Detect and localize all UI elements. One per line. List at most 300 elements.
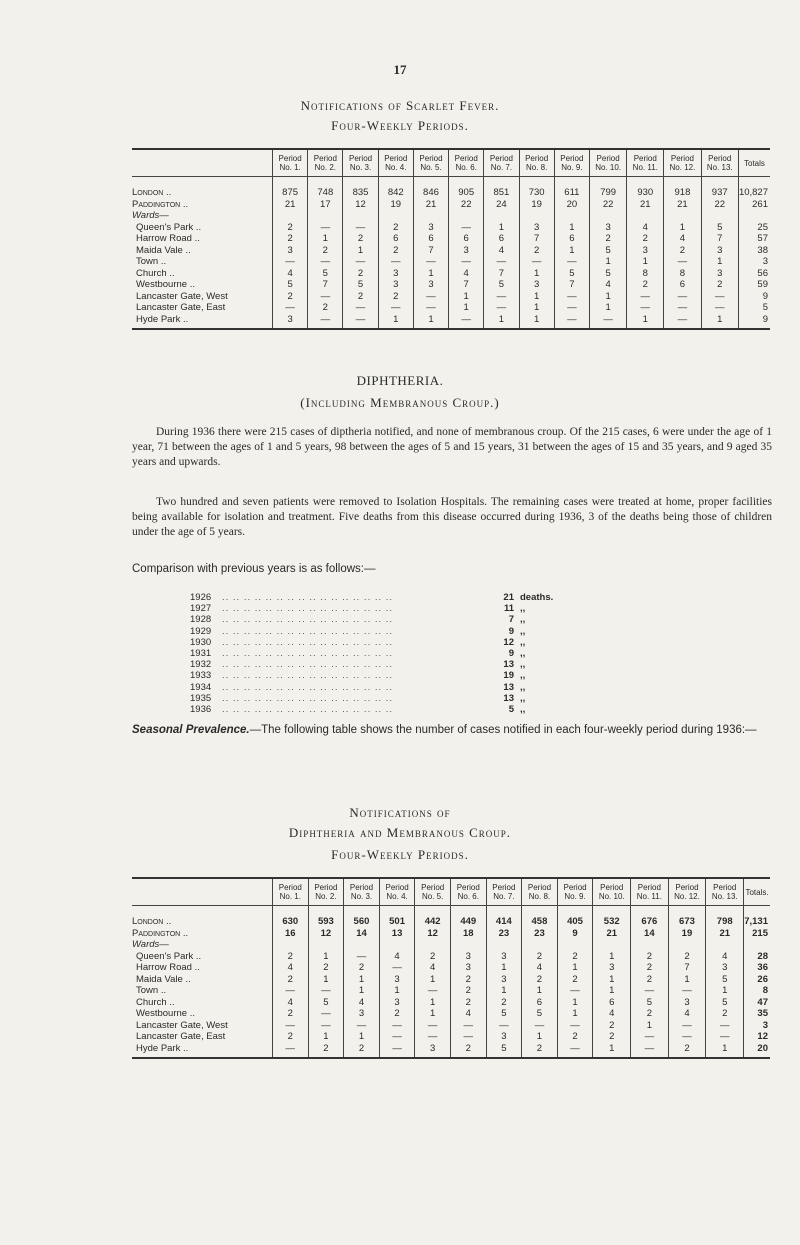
table-cell: 25 xyxy=(738,222,770,234)
comparison-unit: ,, xyxy=(520,681,526,693)
table-cell: 1 xyxy=(593,985,631,997)
comparison-row xyxy=(190,626,570,637)
diphtheria-table xyxy=(132,877,770,1059)
column-header: Period No. 6. xyxy=(450,878,486,906)
table-cell: 1 xyxy=(413,268,448,280)
table-cell: 3 xyxy=(273,314,308,330)
table-cell: 21 xyxy=(273,199,308,211)
table-cell: 5 xyxy=(486,1008,522,1020)
table-cell: 798 xyxy=(706,916,744,928)
table-cell: — xyxy=(557,985,593,997)
table-cell: 3 xyxy=(627,245,664,257)
table-cell: 4 xyxy=(273,997,309,1009)
column-header: Period No. 2. xyxy=(308,878,344,906)
table-cell: 2 xyxy=(308,962,344,974)
table-cell: 12 xyxy=(308,928,344,940)
table-cell: — xyxy=(378,302,413,314)
table-row xyxy=(132,245,770,257)
comparison-year: 1927 xyxy=(190,603,212,615)
table-cell: 1 xyxy=(627,256,664,268)
table-cell: 4 xyxy=(664,233,701,245)
table-cell: 22 xyxy=(449,199,484,211)
table-cell: 3 xyxy=(413,279,448,291)
table-cell: 20 xyxy=(554,199,589,211)
table-cell: — xyxy=(522,1020,558,1032)
table-cell: 1 xyxy=(413,314,448,330)
table-cell: — xyxy=(273,1043,309,1059)
leader-dots: .. .. .. .. .. .. .. .. .. .. .. .. .. .. .. .. xyxy=(222,670,394,682)
table-row xyxy=(132,187,770,199)
table-cell: — xyxy=(344,951,380,963)
table-cell: 4 xyxy=(450,1008,486,1020)
row-label: Hyde Park .. xyxy=(132,1043,273,1059)
table-cell: 5 xyxy=(484,279,519,291)
table-cell: — xyxy=(413,302,448,314)
table-cell: 1 xyxy=(484,222,519,234)
column-header: Period No. 11. xyxy=(627,149,664,177)
table-cell: 905 xyxy=(449,187,484,199)
table-cell: 2 xyxy=(522,951,558,963)
table-cell: 6 xyxy=(378,233,413,245)
table-cell: 35 xyxy=(744,1008,770,1020)
comparison-deaths: 13 xyxy=(503,681,514,693)
table-cell: 3 xyxy=(701,245,738,257)
table-cell: 3 xyxy=(593,962,631,974)
diphtheria-title: DIPHTHERIA. xyxy=(356,373,444,388)
table-cell: 4 xyxy=(449,268,484,280)
table-cell: 2 xyxy=(668,951,706,963)
table-cell: 1 xyxy=(593,1043,631,1059)
table-cell: 6 xyxy=(484,233,519,245)
table-cell: 5 xyxy=(701,222,738,234)
table-cell: 2 xyxy=(706,1008,744,1020)
table-cell xyxy=(449,210,484,222)
table-cell: 3 xyxy=(379,974,415,986)
column-header: Period No. 5. xyxy=(415,878,451,906)
table-cell: — xyxy=(343,314,378,330)
table-cell: 28 xyxy=(744,951,770,963)
table-row xyxy=(132,939,770,951)
comparison-year: 1931 xyxy=(190,647,212,659)
row-label: Westbourne .. xyxy=(136,1008,195,1019)
table-cell: 1 xyxy=(589,291,626,303)
table-cell: 5 xyxy=(706,997,744,1009)
row-label: Hyde Park .. xyxy=(132,314,273,330)
table-cell: 5 xyxy=(308,997,344,1009)
leader-dots: .. .. .. .. .. .. .. .. .. .. .. .. .. .. .. .. xyxy=(222,636,394,648)
table-cell: 1 xyxy=(449,302,484,314)
table-row xyxy=(132,199,770,211)
table-cell xyxy=(627,210,664,222)
table-cell: 1 xyxy=(593,951,631,963)
row-label: Town .. xyxy=(136,256,167,267)
table-cell: 405 xyxy=(557,916,593,928)
table-cell xyxy=(738,210,770,222)
table-cell: — xyxy=(379,1031,415,1043)
table-cell: 2 xyxy=(343,268,378,280)
table-cell: — xyxy=(449,222,484,234)
table-cell: 47 xyxy=(744,997,770,1009)
table-cell: — xyxy=(706,1031,744,1043)
table-cell: 1 xyxy=(484,314,519,330)
table-cell: 1 xyxy=(557,962,593,974)
table-cell: 14 xyxy=(344,928,380,940)
table-cell: 6 xyxy=(554,233,589,245)
table-cell xyxy=(706,939,744,951)
table-cell: — xyxy=(308,256,343,268)
table-cell: 5 xyxy=(589,268,626,280)
table-cell: — xyxy=(631,1043,668,1059)
column-header: Period No. 12. xyxy=(668,878,706,906)
table-cell: 2 xyxy=(557,974,593,986)
table-cell: 2 xyxy=(589,233,626,245)
comparison-deaths: 9 xyxy=(508,647,514,659)
row-label-text: Town xyxy=(136,985,159,996)
table-cell: 2 xyxy=(557,951,593,963)
table-cell: 4 xyxy=(706,951,744,963)
table-cell xyxy=(593,939,631,951)
comparison-year: 1933 xyxy=(190,670,212,682)
seasonal-text: —The following table shows the number of cases notified in each four-weekly period during 1936:— xyxy=(249,724,757,736)
header-blank xyxy=(132,149,273,177)
table-cell: 1 xyxy=(344,985,380,997)
table-cell: — xyxy=(379,1043,415,1059)
table-cell xyxy=(519,210,554,222)
table-cell: 1 xyxy=(706,1043,744,1059)
table-cell: 5 xyxy=(554,268,589,280)
table-cell: — xyxy=(554,302,589,314)
leader-dots: .. .. .. .. .. .. .. .. .. .. .. .. .. .. .. .. xyxy=(222,614,394,626)
table-cell: 676 xyxy=(631,916,668,928)
leader-dots: .. .. .. .. .. .. .. .. .. .. .. .. .. .. .. .. xyxy=(222,659,394,671)
table-cell: 3 xyxy=(668,997,706,1009)
comparison-row xyxy=(190,704,570,715)
table-row xyxy=(132,1020,770,1032)
table-cell: 2 xyxy=(450,1043,486,1059)
table-cell: — xyxy=(589,314,626,330)
table-cell: 3 xyxy=(519,279,554,291)
table-cell: 4 xyxy=(273,962,309,974)
comparison-row xyxy=(190,682,570,693)
row-label-text: Maida Vale xyxy=(136,973,183,985)
table-cell: — xyxy=(668,985,706,997)
table-cell: 10,827 xyxy=(738,187,768,198)
table-cell: 1 xyxy=(486,962,522,974)
table-cell xyxy=(415,939,451,951)
row-label-text: Harrow Road xyxy=(136,233,192,244)
table-cell: 21 xyxy=(413,199,448,211)
table-cell: — xyxy=(701,291,738,303)
comparison-unit: ,, xyxy=(520,703,526,715)
table-cell xyxy=(413,210,448,222)
table-cell: — xyxy=(415,1020,451,1032)
table-cell: 3 xyxy=(744,1020,770,1032)
table-cell: 2 xyxy=(273,974,309,986)
column-header: Period No. 7. xyxy=(486,878,522,906)
table-cell: 2 xyxy=(378,291,413,303)
row-label: London .. xyxy=(132,187,172,198)
table-cell: — xyxy=(484,302,519,314)
table-cell: 18 xyxy=(450,928,486,940)
column-header: Period No. 11. xyxy=(631,878,668,906)
row-label: Lancaster Gate, East xyxy=(136,302,226,313)
table-cell: 1 xyxy=(308,1031,344,1043)
comparison-year: 1926 xyxy=(190,592,212,603)
table-cell: 2 xyxy=(664,245,701,257)
table-cell: — xyxy=(413,291,448,303)
comparison-unit: ,, xyxy=(520,659,526,671)
table-cell: 2 xyxy=(522,974,558,986)
table-cell: 449 xyxy=(450,916,486,928)
header-blank xyxy=(132,878,273,906)
column-header: Period No. 10. xyxy=(589,149,626,177)
table-cell: — xyxy=(378,256,413,268)
table-cell: — xyxy=(415,985,451,997)
table-cell: 22 xyxy=(589,199,626,211)
table-cell: 5 xyxy=(589,245,626,257)
table-cell: 19 xyxy=(519,199,554,211)
comparison-heading: Comparison with previous years is as follows:— xyxy=(132,563,376,575)
table-cell: 5 xyxy=(486,1043,522,1059)
table-cell: 2 xyxy=(308,302,343,314)
comparison-unit: ,, xyxy=(520,670,526,682)
row-label-text: Queen's Park xyxy=(136,950,194,962)
table-cell: 7 xyxy=(308,279,343,291)
table-cell: 842 xyxy=(378,187,413,199)
comparison-year: 1930 xyxy=(190,636,212,648)
table-cell: 3 xyxy=(738,256,770,268)
table-cell: 611 xyxy=(554,187,589,199)
scarlet-subtitle: Four-Weekly Periods. xyxy=(331,118,469,133)
table-cell xyxy=(486,939,522,951)
table-cell: — xyxy=(449,314,484,330)
table-cell: 2 xyxy=(631,951,668,963)
table-cell: 7 xyxy=(413,245,448,257)
table-cell: 442 xyxy=(415,916,451,928)
table-cell: — xyxy=(664,291,701,303)
table-cell: 26 xyxy=(744,974,770,986)
table-cell: 1 xyxy=(519,268,554,280)
table-row xyxy=(132,1043,770,1059)
row-label: Wards— xyxy=(132,210,169,221)
comparison-deaths: 12 xyxy=(503,636,514,648)
table-cell: 3 xyxy=(378,268,413,280)
column-header: Period No. 3. xyxy=(343,149,378,177)
table-cell xyxy=(664,210,701,222)
table-cell: 21 xyxy=(627,199,664,211)
row-label-text: Harrow Road xyxy=(136,962,192,973)
table-cell: — xyxy=(519,256,554,268)
row-label: Lancaster Gate, East xyxy=(136,1031,226,1042)
table-cell: — xyxy=(664,302,701,314)
leader-dots: .. .. .. .. .. .. .. .. .. .. .. .. .. .. .. .. xyxy=(222,681,394,693)
comparison-year: 1934 xyxy=(190,681,212,693)
row-label: Paddington .. xyxy=(132,927,189,939)
table-cell: 3 xyxy=(486,974,522,986)
table-cell: 5 xyxy=(522,1008,558,1020)
table-cell: 1 xyxy=(519,302,554,314)
table-cell: 748 xyxy=(308,187,343,199)
comparison-deaths: 13 xyxy=(503,659,514,671)
row-label-text: Westbourne xyxy=(136,279,188,290)
table-row xyxy=(132,279,770,291)
table-row xyxy=(132,997,770,1009)
table-cell: 1 xyxy=(668,974,706,986)
comparison-row xyxy=(190,614,570,625)
row-label-text: Church xyxy=(136,996,167,1008)
table-cell xyxy=(554,210,589,222)
table-row xyxy=(132,974,770,986)
row-label: Harrow Road .. xyxy=(136,962,200,973)
table-cell: 20 xyxy=(744,1043,770,1059)
table-cell: 3 xyxy=(413,222,448,234)
table-cell: 851 xyxy=(484,187,519,199)
leader-dots: .. .. .. .. .. .. .. .. .. .. .. .. .. .. .. .. xyxy=(222,647,394,659)
table-cell: 7 xyxy=(519,233,554,245)
table-cell: 1 xyxy=(344,1031,380,1043)
table-cell: 3 xyxy=(519,222,554,234)
row-label: Church .. xyxy=(136,267,175,279)
table-cell: 1 xyxy=(554,222,589,234)
table-cell: 7 xyxy=(484,268,519,280)
table-cell: 560 xyxy=(344,916,380,928)
table-cell: 458 xyxy=(522,916,558,928)
comparison-row xyxy=(190,592,570,603)
table-row xyxy=(132,210,770,222)
table-cell: 1 xyxy=(415,997,451,1009)
comparison-row xyxy=(190,693,570,704)
table-cell: 56 xyxy=(738,268,770,280)
table-cell: 3 xyxy=(449,245,484,257)
table-cell: — xyxy=(664,256,701,268)
table-cell: 1 xyxy=(519,314,554,330)
table-cell: 1 xyxy=(557,997,593,1009)
comparison-unit: ,, xyxy=(520,625,526,637)
comparison-list xyxy=(190,592,570,715)
table-cell: 59 xyxy=(738,279,770,291)
table-cell: 2 xyxy=(631,1008,668,1020)
table-cell: 7 xyxy=(449,279,484,291)
table-cell: 673 xyxy=(668,916,706,928)
table-cell: 1 xyxy=(519,291,554,303)
table-cell: 3 xyxy=(273,245,308,257)
table-cell: 1 xyxy=(522,985,558,997)
column-header: Period No. 7. xyxy=(484,149,519,177)
table-row xyxy=(132,985,770,997)
column-header: Period No. 5. xyxy=(413,149,448,177)
table-cell: 1 xyxy=(343,245,378,257)
leader-dots: .. .. .. .. .. .. .. .. .. .. .. .. .. .. .. .. xyxy=(222,592,394,603)
table-cell: 7,131 xyxy=(744,916,768,927)
table-row xyxy=(132,916,770,928)
table-cell: — xyxy=(554,291,589,303)
row-label: Harrow Road .. xyxy=(136,233,200,244)
table-cell: 3 xyxy=(379,997,415,1009)
table-cell: 5 xyxy=(343,279,378,291)
table-cell: 4 xyxy=(273,268,308,280)
table-cell: 2 xyxy=(344,962,380,974)
leader-dots: .. .. .. .. .. .. .. .. .. .. .. .. .. .. .. .. xyxy=(222,703,394,715)
table-cell: 2 xyxy=(593,1020,631,1032)
table-cell: 2 xyxy=(343,291,378,303)
table-cell: 1 xyxy=(449,291,484,303)
table-cell: — xyxy=(344,1020,380,1032)
table-cell: 3 xyxy=(378,279,413,291)
table-cell: 2 xyxy=(273,291,308,303)
table-cell: 2 xyxy=(273,1008,309,1020)
comparison-deaths: 21 xyxy=(503,592,514,603)
table-cell: — xyxy=(706,1020,744,1032)
comparison-year: 1928 xyxy=(190,614,212,626)
table-cell: 19 xyxy=(668,928,706,940)
table-cell: 2 xyxy=(343,233,378,245)
table-cell: 414 xyxy=(486,916,522,928)
table-cell: 4 xyxy=(379,951,415,963)
table-cell: 13 xyxy=(379,928,415,940)
row-label: Queen's Park .. xyxy=(136,950,202,962)
column-header: Period No. 13. xyxy=(706,878,744,906)
row-label: Maida Vale .. xyxy=(136,244,191,256)
table-cell: 4 xyxy=(668,1008,706,1020)
comparison-unit: deaths. xyxy=(520,592,554,603)
comparison-deaths: 9 xyxy=(508,625,514,637)
table-cell xyxy=(484,210,519,222)
table-cell: — xyxy=(484,291,519,303)
table-cell: 630 xyxy=(273,916,309,928)
table-cell: 1 xyxy=(627,314,664,330)
table-cell xyxy=(379,939,415,951)
table-cell: — xyxy=(557,1020,593,1032)
table-cell: 4 xyxy=(522,962,558,974)
table-cell: 12 xyxy=(744,1031,770,1043)
table-cell: 8 xyxy=(627,268,664,280)
table-cell: 1 xyxy=(486,985,522,997)
column-header: Period No. 1. xyxy=(273,149,308,177)
table-cell xyxy=(589,210,626,222)
table-row xyxy=(132,951,770,963)
row-label-text: Town xyxy=(136,256,159,267)
column-header: Totals. xyxy=(744,878,770,906)
comparison-row xyxy=(190,648,570,659)
row-label-text: Hyde Park xyxy=(136,1042,181,1054)
column-header: Period No. 9. xyxy=(557,878,593,906)
table-cell: 3 xyxy=(486,951,522,963)
table-cell: 1 xyxy=(415,1008,451,1020)
table-cell: 2 xyxy=(450,997,486,1009)
table-cell: 1 xyxy=(308,233,343,245)
row-label: Church .. xyxy=(136,996,175,1008)
scarlet-fever-table xyxy=(132,148,770,330)
table-cell: 1 xyxy=(415,974,451,986)
table-cell: — xyxy=(273,302,308,314)
column-header: Totals xyxy=(738,149,770,177)
table-cell: 2 xyxy=(593,1031,631,1043)
comparison-year: 1932 xyxy=(190,659,212,671)
table-cell: 2 xyxy=(486,997,522,1009)
table-cell: 2 xyxy=(668,1043,706,1059)
column-header: Period No. 4. xyxy=(379,878,415,906)
comparison-deaths: 19 xyxy=(503,670,514,682)
table-cell: 846 xyxy=(413,187,448,199)
table-cell: — xyxy=(273,256,308,268)
table-cell: 3 xyxy=(415,1043,451,1059)
table-cell: 4 xyxy=(627,222,664,234)
table-cell: 57 xyxy=(738,233,770,245)
table-row xyxy=(132,928,770,940)
table-cell: — xyxy=(701,302,738,314)
table-row xyxy=(132,291,770,303)
table-cell: 17 xyxy=(308,199,343,211)
